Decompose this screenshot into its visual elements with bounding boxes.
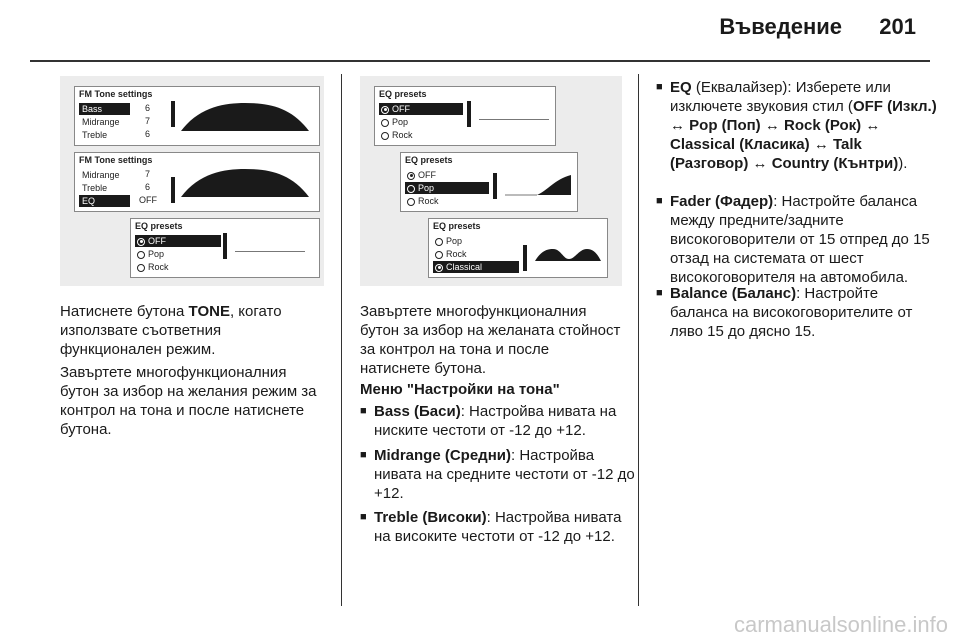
- flat-eq-line: [235, 251, 305, 252]
- panel-title: FM Tone settings: [79, 155, 153, 165]
- eq-curve-graphic: [179, 97, 311, 137]
- row-label: Midrange: [82, 117, 120, 127]
- tone-settings-figure: [60, 76, 324, 286]
- row-option: Rock: [135, 261, 169, 273]
- panel-title: EQ presets: [135, 221, 183, 231]
- col1-paragraph-1: Натиснете бутона TONE, когато използвате съответния функционален режим.: [60, 303, 282, 358]
- bullet-bass: ■ Bass (Баси): Настройва нивата на ниските честоти от -12 до +12.: [360, 402, 636, 440]
- classical-eq-curve: [533, 233, 603, 267]
- header-rule: [30, 60, 930, 62]
- scrollbar: [493, 173, 497, 199]
- watermark-text: carmanualsonline.info: [733, 612, 948, 637]
- col1-paragraph-2: Завъртете многофункционалния бутон за избор на желания режим за контрол на тона и после натиснете бутона.: [60, 364, 317, 438]
- row-value: 6: [145, 129, 151, 139]
- panel-title: EQ presets: [433, 221, 481, 231]
- eq-presets-panel: [130, 218, 320, 278]
- eq-presets-panel-a: [374, 86, 556, 146]
- flat-eq-line: [479, 119, 549, 120]
- row-option: OFF: [405, 169, 436, 181]
- panel-title: EQ presets: [379, 89, 427, 99]
- panel-title: FM Tone settings: [79, 89, 153, 99]
- row-option: Pop: [405, 182, 489, 194]
- row-option: Pop: [135, 248, 164, 260]
- bullet-balance: ■ Balance (Баланс): Настройте баланса на високоговорителите от ляво 15 до дясно 15.: [656, 284, 940, 341]
- eq-presets-panel-c: [428, 218, 608, 278]
- bullet-treble: ■ Treble (Високи): Настройва нивата на високите честоти от -12 до +12.: [360, 508, 636, 546]
- row-label: Treble: [82, 130, 108, 140]
- row-label: Midrange: [82, 170, 120, 180]
- row-option: Rock: [379, 129, 413, 141]
- panel-title: EQ presets: [405, 155, 453, 165]
- row-value: 6: [145, 182, 151, 192]
- eq-curve-graphic: [179, 163, 311, 203]
- pop-eq-curve: [503, 167, 573, 201]
- bullet-eq: ■ EQ (Еквалайзер): Изберете или изключете звуковия стил (OFF (Изкл.) ↔ Pop (Поп) ↔ Rock (Рок) ↔ Classical (Класика) ↔ Talk (Разговор) ↔ Country (Кънтри)).: [656, 78, 940, 173]
- eq-presets-panel-b: [400, 152, 578, 212]
- row-value: 7: [145, 116, 151, 126]
- row-label: Bass: [79, 103, 130, 115]
- column-divider-right: [638, 74, 639, 606]
- fm-tone-panel-2: [74, 152, 320, 212]
- row-label: Treble: [82, 183, 108, 193]
- scrollbar: [171, 177, 175, 203]
- bullet-fader: ■ Fader (Фадер): Настройте баланса между предните/задните високоговорители от 15 отпред до 15 отзад на системата от шест високоговорителя на автомобила.: [656, 192, 940, 287]
- bullet-midrange: ■ Midrange (Средни): Настройва нивата на средните честоти от -12 до +12.: [360, 446, 636, 503]
- row-option: Rock: [433, 248, 467, 260]
- row-option: OFF: [379, 103, 463, 115]
- fm-tone-panel-1: [74, 86, 320, 146]
- row-label: EQ: [79, 195, 130, 207]
- row-option: Pop: [433, 235, 462, 247]
- row-value: 7: [145, 169, 151, 179]
- row-value: OFF: [139, 195, 157, 205]
- row-value: 6: [145, 103, 151, 113]
- scrollbar: [223, 233, 227, 259]
- row-option: Rock: [405, 195, 439, 207]
- scrollbar: [467, 101, 471, 127]
- menu-heading: Меню "Настройки на тона": [360, 381, 560, 398]
- row-option: Classical: [433, 261, 519, 273]
- row-option: OFF: [135, 235, 221, 247]
- eq-presets-figure: [360, 76, 622, 286]
- column-divider-left: [341, 74, 342, 606]
- page-header-title: Въведение: [719, 14, 842, 39]
- scrollbar: [171, 101, 175, 127]
- row-option: Pop: [379, 116, 408, 128]
- scrollbar: [523, 245, 527, 271]
- page-number: 201: [879, 14, 916, 39]
- col2-paragraph-1: Завъртете многофункционалния бутон за избор на желаната стойност за контрол на тона и после натиснете бутона.: [360, 303, 621, 377]
